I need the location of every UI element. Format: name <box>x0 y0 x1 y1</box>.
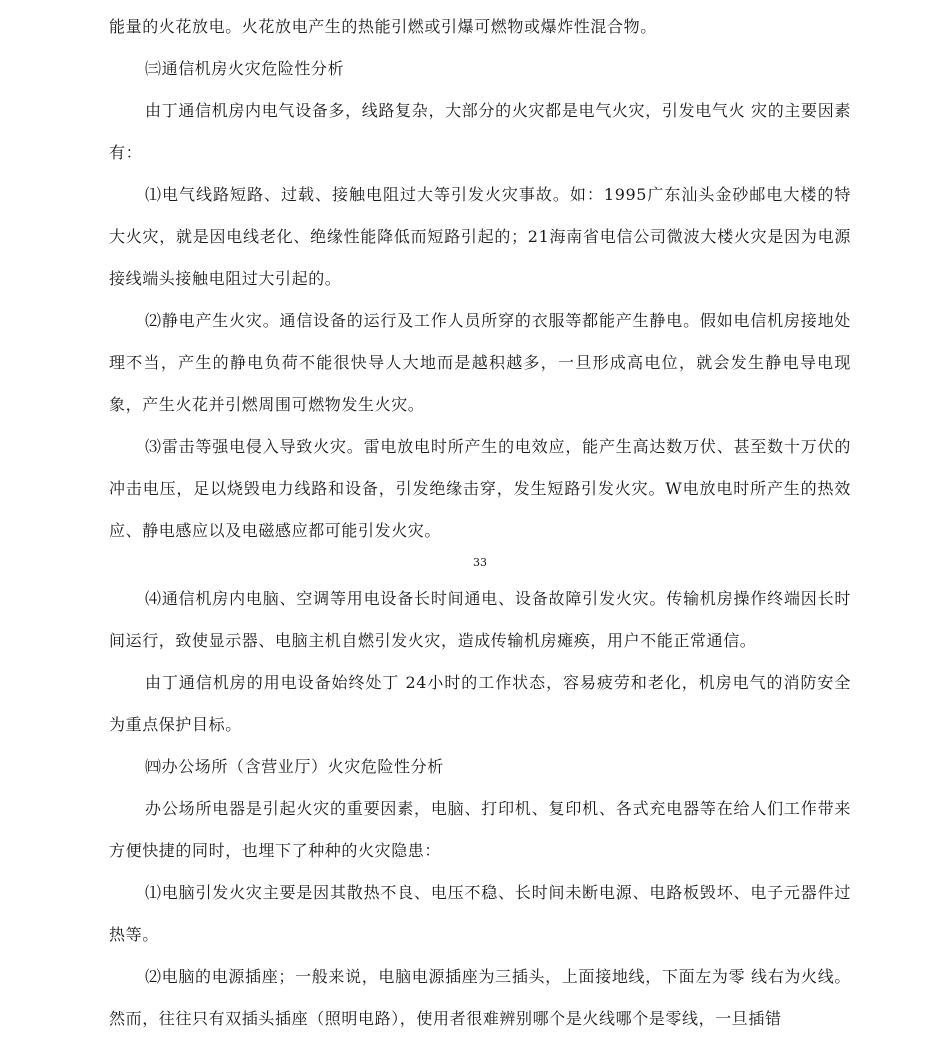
paragraph-item-2: ⑵静电产生火灾。通信设备的运行及工作人员所穿的衣服等都能产生静电。假如电信机房接地处理不当，产生的静电负荷不能很快导人大地而是越积越多，一旦形成高电位，就会发生静电导电现象，产生火花并引燃周围可燃物发生火灾。 <box>109 311 851 414</box>
paragraph-continuation: 能量的火花放电。火花放电产生的热能引燃或引爆可燃物或爆炸性混合物。 <box>109 17 657 36</box>
paragraph-office-intro: 办公场所电器是引起火灾的重要因素，电脑、打印机、复印机、各式充电器等在给人们工作带来方便快捷的同时，也埋下了种种的火灾隐患： <box>109 799 851 860</box>
document-page <box>109 0 851 1040</box>
paragraph-office-item-2: ⑵电脑的电源插座；一般来说，电脑电源插座为三插头，上面接地线，下面左为零 线右为火线。然而，往往只有双插头插座（照明电路），使用者很难辨别哪个是火线哪个是零线，一旦插错 <box>109 967 851 1028</box>
section-heading-office: ㈣办公场所（含营业厅）火灾危险性分析 <box>145 757 444 776</box>
paragraph-item-4: ⑷通信机房内电脑、空调等用电设备长时间通电、设备故障引发火灾。传输机房操作终端因长时间运行，致使显示器、电脑主机自燃引发火灾，造成传输机房瘫痪，用户不能正常通信。 <box>109 589 851 650</box>
paragraph-office-item-1: ⑴电脑引发火灾主要是因其散热不良、电压不稳、长时间未断电源、电路板毁坏、电子元器件过热等。 <box>109 883 851 944</box>
paragraph-item-1: ⑴电气线路短路、过载、接触电阻过大等引发火灾事故。如：1995广东汕头金砂邮电大楼的特大火灾，就是因电线老化、绝缘性能降低而短路引起的；21海南省电信公司微波大楼火灾是因为电源接线端头接触电阻过大引起的。 <box>109 185 851 288</box>
paragraph-telecom-intro: 由丁通信机房内电气设备多，线路复杂，大部分的火灾都是电气火灾，引发电气火 灾的主要因素有： <box>109 101 851 162</box>
paragraph-telecom-summary: 由丁通信机房的用电设备始终处丁 24小时的工作状态，容易疲劳和老化，机房电气的消防安全为重点保护目标。 <box>109 673 851 734</box>
paragraph-item-3: ⑶雷击等强电侵入导致火灾。雷电放电时所产生的电效应，能产生高达数万伏、甚至数十万伏的冲击电压，足以烧毁电力线路和设备，引发绝缘击穿，发生短路引发火灾。W电放电时所产生的热效应、静电感应以及电磁感应都可能引发火灾。 <box>109 437 851 540</box>
page-number: 33 <box>473 556 487 569</box>
section-heading-telecom-room: ㈢通信机房火灾危险性分析 <box>145 59 345 78</box>
